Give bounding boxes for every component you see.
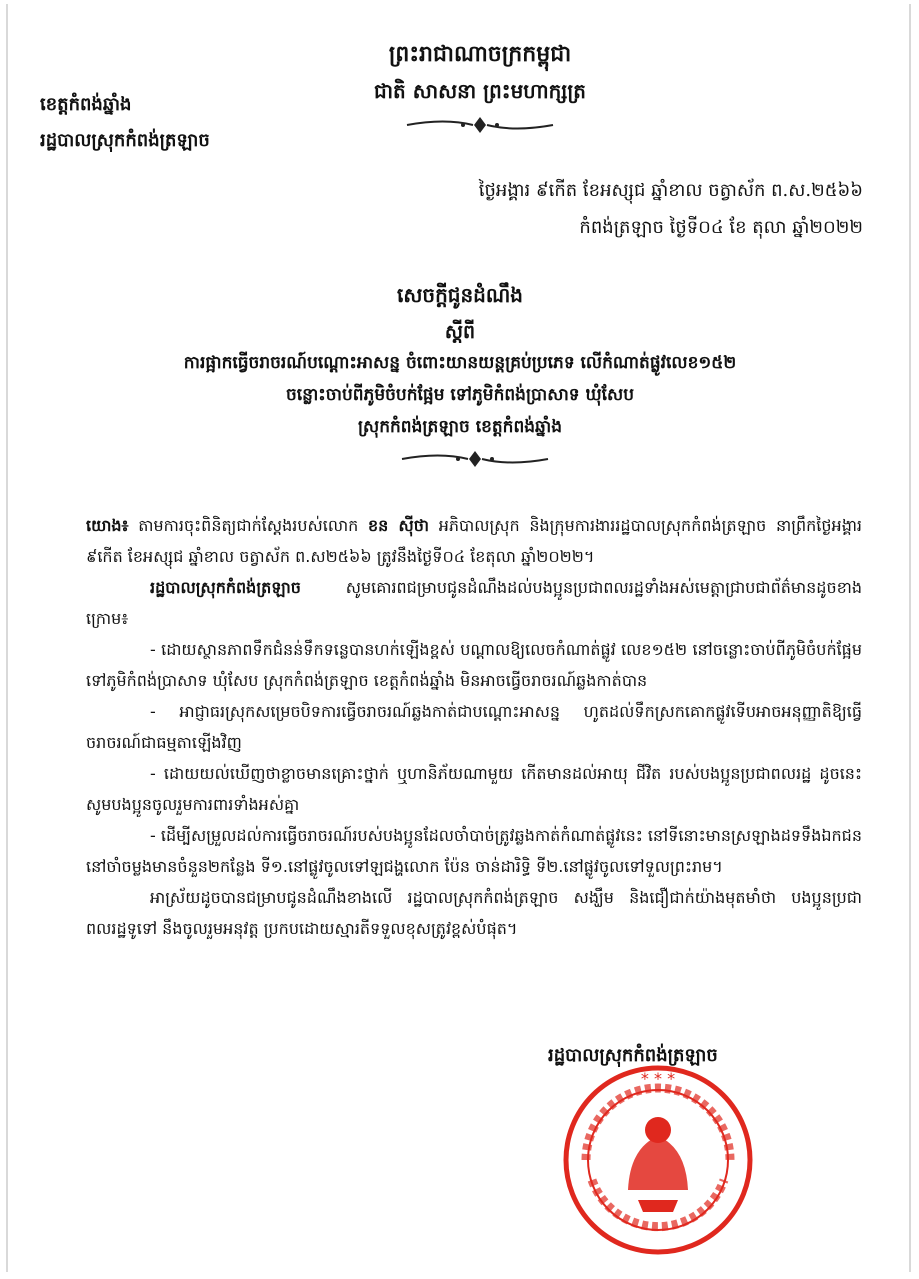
district-admin-name: រដ្ឋបាលស្រុកកំពង់ត្រឡាច bbox=[40, 130, 210, 151]
reference-text-a: តាមការចុះពិនិត្យជាក់ស្តែងរបស់លោក bbox=[128, 516, 368, 535]
signature-title: រដ្ឋបាលស្រុកកំពង់ត្រឡាច bbox=[548, 1045, 718, 1066]
closing-paragraph: អាស្រ័យដូចបានជម្រាបជូនដំណឹងខាងលើ រដ្ឋបាលស្រុកកំពង់ត្រឡាច សង្ឃឹម និងជឿជាក់យ៉ាងមុតមាំថា បងប្អូនប្រជាពលរដ្ឋទូទៅ នឹងចូលរួមអនុវត្ត ប្រកបដោយស្មារតីទទួលខុសត្រូវខ្ពស់បំផុត។ bbox=[86, 888, 862, 938]
official-seal bbox=[558, 1060, 758, 1260]
kingdom-title: ព្រះរាជាណាចក្រកម្ពុជា bbox=[388, 41, 572, 67]
ornament-divider-top bbox=[405, 114, 555, 136]
reference-label: យោង៖ bbox=[86, 516, 129, 535]
ornament-divider-title bbox=[400, 448, 550, 470]
national-motto: ជាតិ សាសនា ព្រះមហាក្សត្រ bbox=[374, 79, 586, 103]
notice-subject-line-3: ស្រុកកំពង់ត្រឡាច ខេត្តកំពង់ឆ្នាំង bbox=[357, 417, 563, 437]
notice-subject-line-1: ការផ្អាកធ្វើចរាចរណ៍បណ្តោះអាសន្ន ចំពោះយានយន្តគ្រប់ប្រភេទ លើកំណាត់ផ្លូវលេខ១៥២ bbox=[183, 353, 737, 373]
admin-label: រដ្ឋបាលស្រុកកំពង់ត្រឡាច bbox=[150, 578, 301, 597]
lunar-date: ថ្ងៃអង្គារ ៩កើត ខែអស្សុជ ឆ្នាំខាល ចត្វាស័ក ព.ស.២៥៦៦ bbox=[478, 180, 863, 201]
notice-subject-label: ស្តីពី bbox=[444, 321, 476, 343]
bullet-item-4: - ដើម្បីសម្រួលដល់ការធ្វើចរាចរណ៍របស់បងប្អូនដែលចាំបាច់ត្រូវឆ្លងកាត់កំណាត់ផ្លូវនេះ នៅទីនោះមានស្រឡាងដទទឹងឯកជននៅចាំចម្លងមានចំនួន២កន្លែង ទី១.នៅផ្លូវចូលទៅឡជង្ហលោក ប៉ែន ចាន់ដារិទ្ធិ ទី២.នៅផ្លូវចូលទៅទួលព្រះរាម។ bbox=[86, 826, 862, 876]
notice-body bbox=[86, 510, 862, 944]
bullet-item-3: - ដោយយល់ឃើញថាខ្លាចមានគ្រោះថ្នាក់ ឬហានិភ័យណាមួយ កើតមានដល់អាយុ ជីវិត របស់បងប្អូនប្រជាពលរដ្ឋ ដូចនេះសូមបងប្អូនចូលរួមការពារទាំងអស់គ្នា bbox=[86, 764, 862, 814]
notice-subject-line-2: ចន្លោះចាប់ពីភូមិចំបក់ផ្អែម ទៅភូមិកំពង់ប្រាសាទ ឃុំសែប bbox=[285, 385, 635, 405]
svg-text:* * *: * * * bbox=[640, 1069, 676, 1088]
admin-text: សូមគោរពជម្រាបជូនដំណឹងដល់បងប្អូនប្រជាពលរដ្ឋទាំងអស់មេត្តាជ្រាបជាព័ត៌មានដូចខាងក្រោម៖ bbox=[86, 578, 862, 628]
reference-paragraph bbox=[86, 510, 862, 572]
notice-title: សេចក្តីជូនដំណឹង bbox=[397, 283, 523, 307]
admin-paragraph bbox=[86, 572, 862, 634]
province-name: ខេត្តកំពង់ឆ្នាំង bbox=[40, 94, 132, 115]
bullet-item-2: - អាជ្ញាធរស្រុកសម្រេចបិទការធ្វើចរាចរណ៍ឆ្លងកាត់ជាបណ្តោះអាសន្ន ហូតដល់ទឹកស្រកគោកផ្លូវទើបអាចអនុញ្ញាតិឱ្យធ្វើចរាចរណ៍ជាធម្មតាឡើងវិញ bbox=[86, 702, 862, 752]
bullet-item-1: - ដោយស្ថានភាពទឹកជំនន់ទឹកទន្លេបានហក់ឡើងខ្ពស់ បណ្តាលឱ្យលេចកំណាត់ផ្លូវ លេខ១៥២ នៅចន្លោះចាប់ពីភូមិចំបក់ផ្អែម ទៅភូមិកំពង់ប្រាសាទ ឃុំសែប ស្រុកកំពង់ត្រឡាច ខេត្តកំពង់ឆ្នាំង មិនអាចធ្វើចរាចរណ៍ឆ្លងកាត់បាន bbox=[86, 640, 862, 690]
governor-name: ខន ស៊ីថា bbox=[368, 516, 429, 535]
reference-text-b: អភិបាលស្រុក និងក្រុមការងាររដ្ឋបាលស្រុកកំពង់ត្រឡាច នាព្រឹកថ្ងៃអង្គារ ៩កើត ខែអស្សុជ ឆ្នាំខាល ចត្វាស័ក ព.ស២៥៦៦ ត្រូវនឹងថ្ងៃទី០៤ ខែតុលា ឆ្នាំ២០២២។ bbox=[86, 516, 863, 566]
solar-date: កំពង់ត្រឡាច ថ្ងៃទី០៤ ខែ តុលា ឆ្នាំ២០២២ bbox=[579, 217, 863, 238]
